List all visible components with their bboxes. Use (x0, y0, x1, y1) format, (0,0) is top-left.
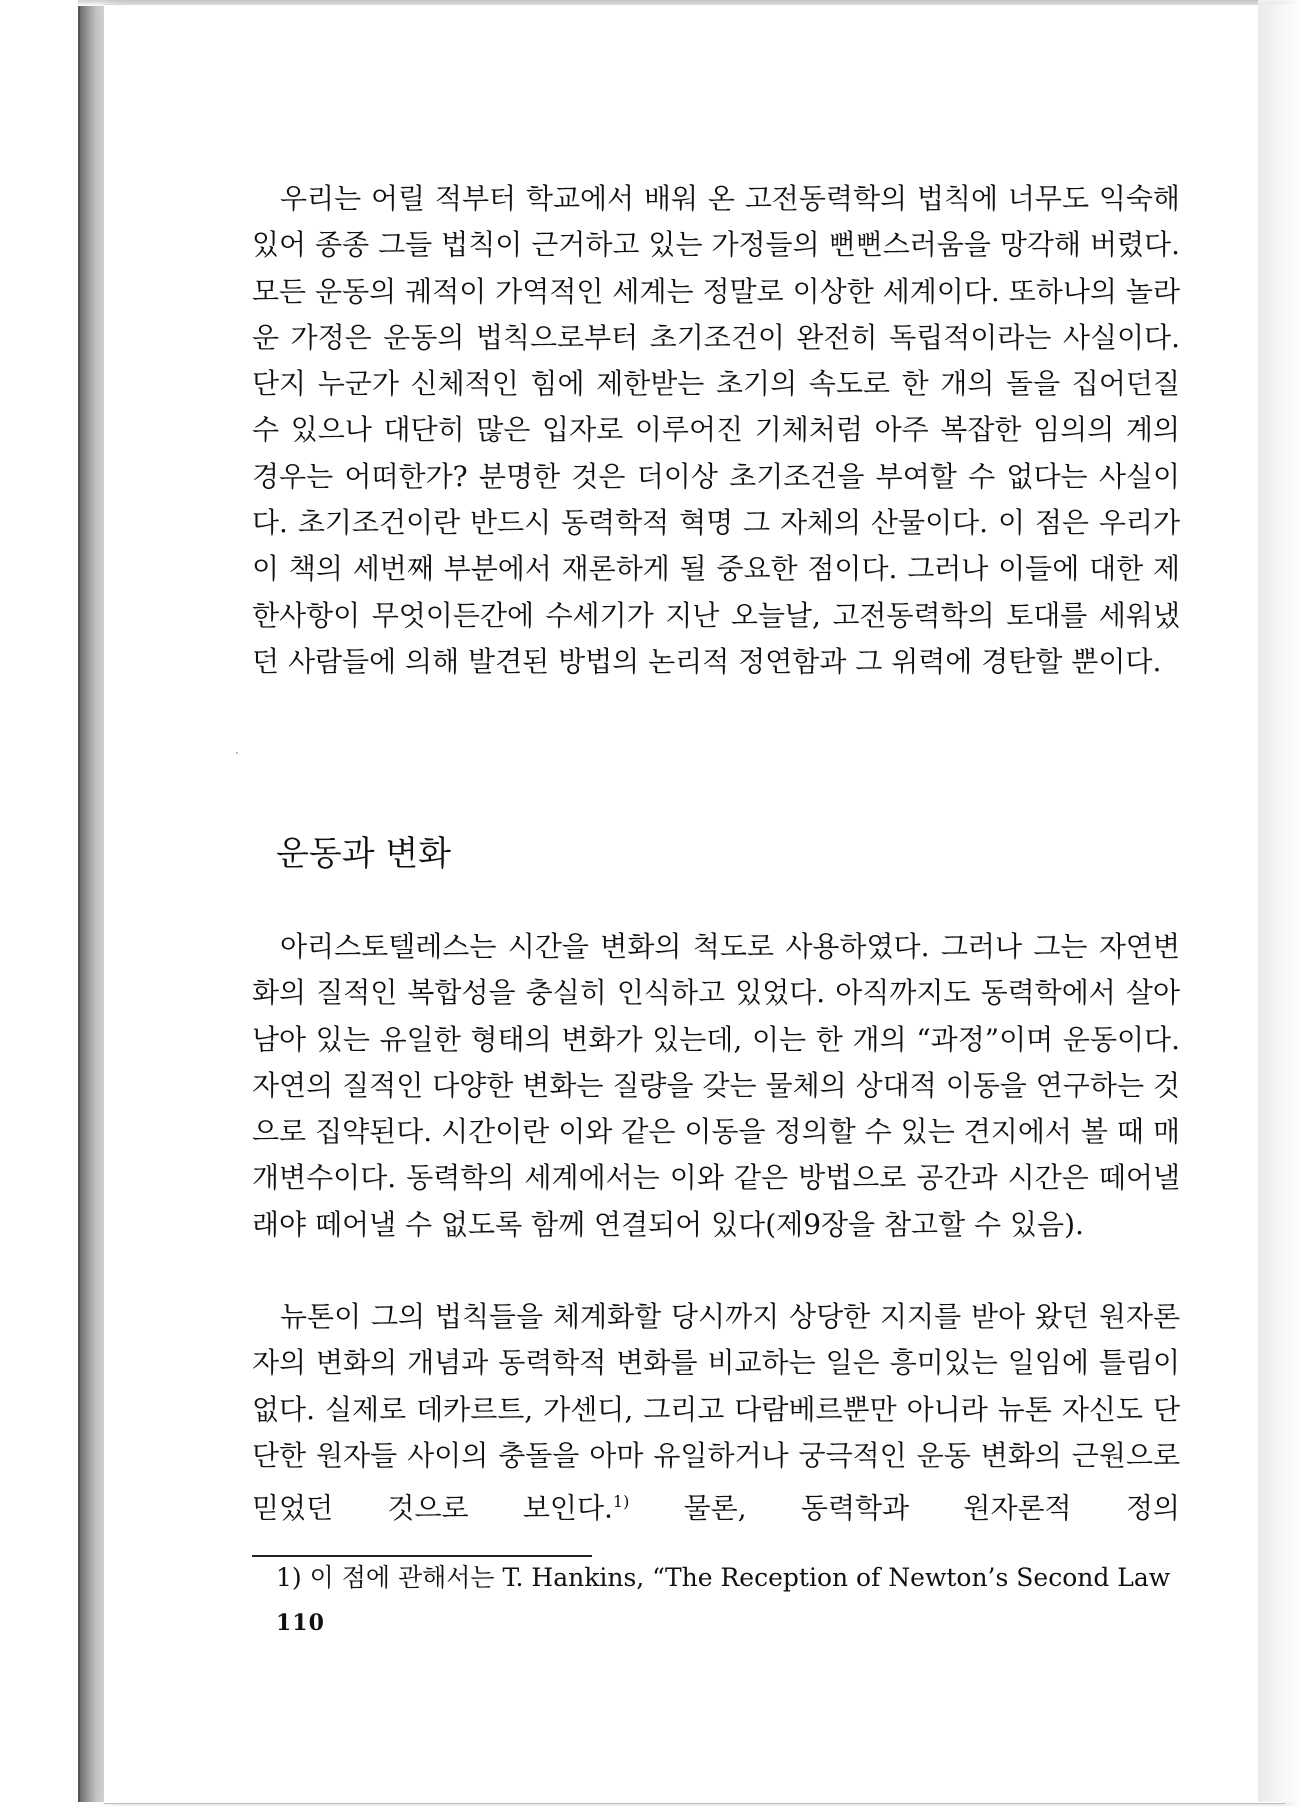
intro-paragraph: 우리는 어릴 적부터 학교에서 배워 온 고전동력학의 법칙에 너무도 익숙해 있어 종종 그들 법칙이 근거하고 있는 가정들의 뻔뻔스러움을 망각해 버렸다. 모든 운동의 궤적이 가역적인 세계는 정말로 이상한 세계이다. 또하나의 놀라운 가정은 운동의 법칙으로부터 초기조건이 완전히 독립적이라는 사실이다. 단지 누군가 신체적인 힘에 제한받는 초기의 속도로 한 개의 돌을 집어던질 수 있으나 대단히 많은 입자로 이루어진 기체처럼 아주 복잡한 임의의 계의 경우는 어떠한가? 분명한 것은 더이상 초기조건을 부여할 수 없다는 사실이다. 초기조건이란 반드시 동력학적 혁명 그 자체의 산물이다. 이 점은 우리가 이 책의 세번째 부분에서 재론하게 될 중요한 점이다. 그러나 이들에 대한 제한사항이 무엇이든간에 수세기가 지난 오늘날, 고전동력학의 토대를 세워냈던 사람들에 의해 발견된 방법의 논리적 정연함과 그 위력에 경탄할 뿐이다. (252, 182, 1180, 678)
section-paragraph-2 (252, 1294, 1180, 1532)
footnote-reference[interactable]: 1) (612, 1492, 630, 1512)
footnote-marker: 1) (276, 1563, 302, 1592)
footnote-divider (252, 1555, 592, 1557)
scan-speck (236, 752, 238, 754)
section-paragraph-2-tail: 물론, 동력학과 원자론적 정의 (629, 1491, 1180, 1525)
section-paragraph-1: 아리스토텔레스는 시간을 변화의 척도로 사용하였다. 그러나 그는 자연변화의 질적인 복합성을 충실히 인식하고 있었다. 아직까지도 동력학에서 살아남아 있는 유일한 형태의 변화가 있는데, 이는 한 개의 “과정”이며 운동이다. 자연의 질적인 다양한 변화는 질량을 갖는 물체의 상대적 이동을 연구하는 것으로 집약된다. 시간이란 이와 같은 이동을 정의할 수 있는 견지에서 볼 때 매개변수이다. 동력학의 세계에서는 이와 같은 방법으로 공간과 시간은 떼어낼래야 떼어낼 수 없도록 함께 연결되어 있다(제9장을 참고할 수 있음). (252, 930, 1180, 1241)
section-paragraph-2-body: 뉴톤이 그의 법칙들을 체계화할 당시까지 상당한 지지를 받아 왔던 원자론자의 변화의 개념과 동력학적 변화를 비교하는 일은 흥미있는 일임에 틀림이 없다. 실제로 데카르트, 가센디, 그리고 다람베르뿐만 아니라 뉴톤 자신도 단단한 원자들 사이의 충돌을 아마 유일하거나 궁극적인 운동 변화의 근원으로 믿었던 것으로 보인다. (252, 1300, 1180, 1525)
book-spine (78, 4, 106, 1802)
page-number: 110 (276, 1610, 325, 1636)
footnote-text: 이 점에 관해서는 T. Hankins, “The Reception of Newton’s Second Law (301, 1563, 1171, 1592)
page-right-shade (1258, 4, 1303, 1802)
footnote (276, 1558, 1180, 1598)
section-heading: 운동과 변화 (276, 834, 452, 874)
